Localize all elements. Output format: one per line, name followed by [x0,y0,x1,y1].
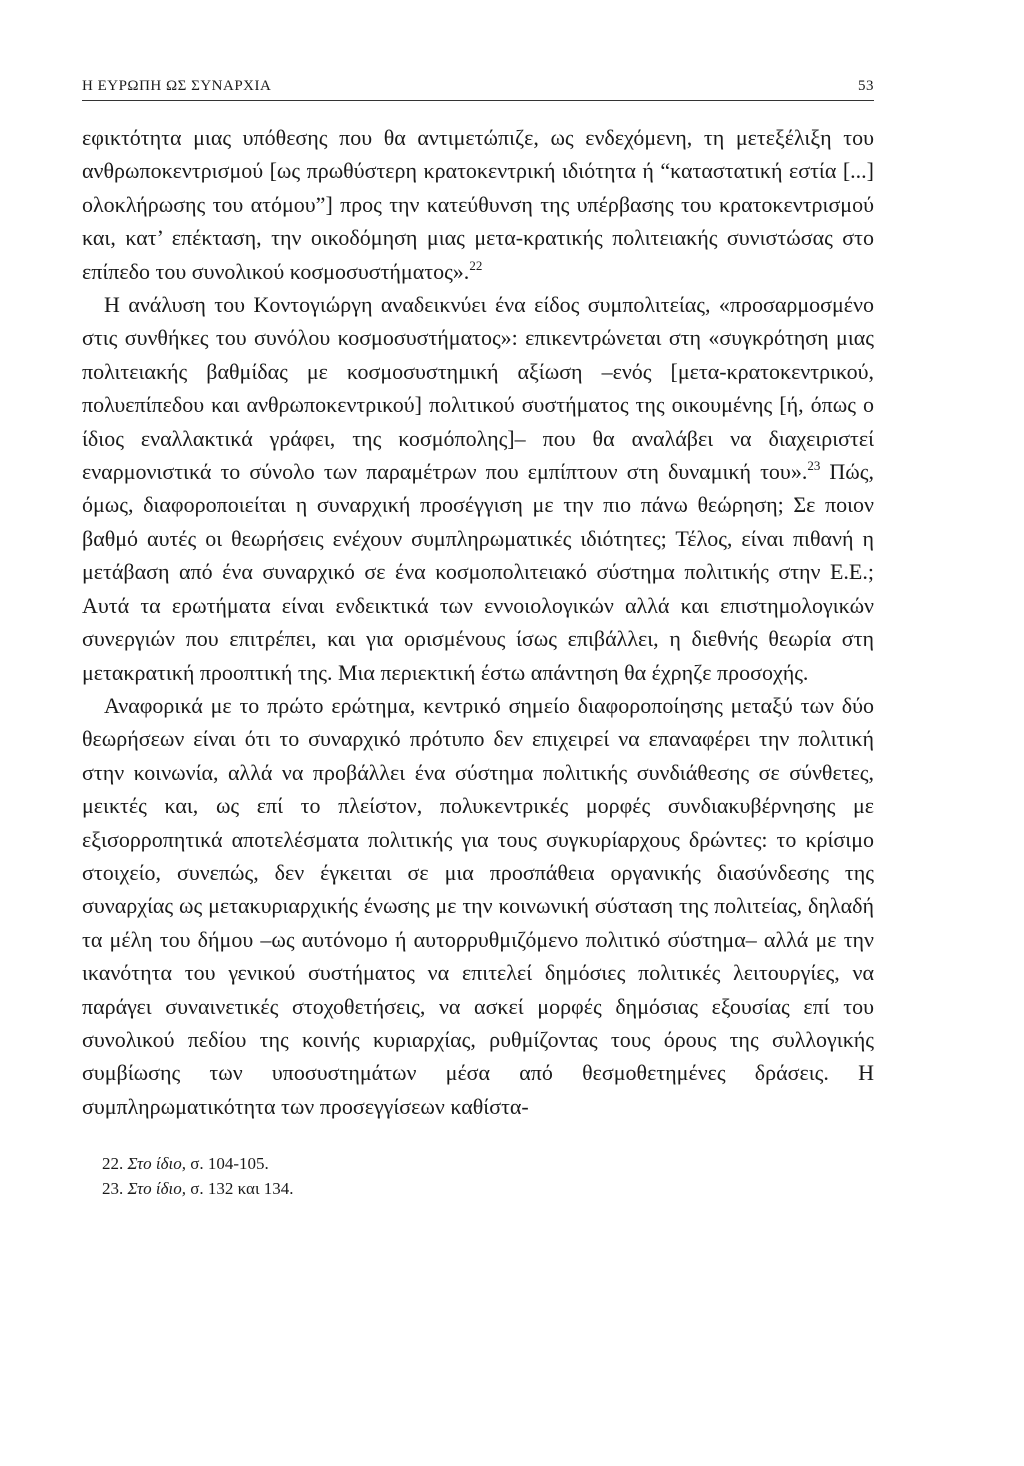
body-text [82,121,874,1123]
footnote-23 [102,1176,874,1201]
footnote-source: Στο ίδιο, [127,1154,186,1174]
paragraph-continued [82,121,874,288]
footnote-number: 23. [102,1179,124,1199]
footnote-22 [102,1151,874,1176]
footnote-pages: σ. 104-105. [185,1154,269,1174]
footnote-pages: σ. 132 και 134. [185,1179,294,1199]
footnote-source: Στο ίδιο, [127,1179,186,1199]
paragraph-text: εφικτότητα μιας υπόθεσης που θα αντιμετώπιζε, ως ενδεχόμενη, τη μετεξέλιξη του ανθρωποκεντρισμού [ως πρωθύστερη κρατοκεντρική ιδιότητα ή “καταστατική εστία [...] ολοκλήρωσης του ατόμου”] προς την κατεύθυνση της υπέρβασης του κρατοκεντρισμού και, κατ’ επέκταση, την οικοδόμηση μιας μετα-κρατικής πολιτειακής συνιστώσας στο επίπεδο του συνολικού κοσμοσυστήματος». [82,125,874,284]
book-page [82,78,874,1201]
paragraph-text: Αναφορικά με το πρώτο ερώτημα, κεντρικό σημείο διαφοροποίησης μεταξύ των δύο θεωρήσεων είναι ότι το συναρχικό πρότυπο δεν επιχειρεί να επαναφέρει την πολιτική στην κοινωνία, αλλά να προβάλλει ένα σύστημα πολιτικής συνδιάθεσης σε σύνθετες, μεικτές και, ως επί το πλείστον, πολυκεντρικές μορφές συνδιακυβέρνησης με εξισορροπητικά αποτελέσματα πολιτικής για τους συγκυρίαρχους δρώντες: το κρίσιμο στοιχείο, συνεπώς, δεν έγκειται σε μια προσπάθεια οργανικής διασύνδεσης της συναρχίας ως μετακυριαρχικής ένωσης με την κοινωνική σύσταση της πολιτείας, δηλαδή τα μέλη του δήμου –ως αυτόνομο ή αυτορρυθμιζόμενο πολιτικό σύστημα– αλλά με την ικανότητα του γενικού συστήματος να επιτελεί δημόσιες πολιτικές λειτουργίες, να παράγει συναινετικές στοχοθετήσεις, να ασκεί μορφές δημόσιας εξουσίας επί του συνολικού πεδίου της κοινής κυριαρχίας, ρυθμίζοντας τους όρους της συλλογικής συμβίωσης των υποσυστημάτων μέσα από θεσμοθετημένες δράσεις. Η συμπληρωματικότητα των προσεγγίσεων καθίστα- [82,692,874,1119]
page-number: 53 [858,78,874,94]
footnote-ref-23: 23 [807,458,821,474]
footnote-number: 22. [102,1154,124,1174]
running-header [82,78,874,101]
footnote-ref-22: 22 [469,257,483,273]
footnotes [82,1151,874,1201]
paragraph-first-question [82,689,874,1123]
running-title: Η ΕΥΡΩΠΗ ΩΣ ΣΥΝΑΡΧΙΑ [82,78,272,94]
paragraph-analysis [82,288,874,689]
paragraph-text: Η ανάλυση του Κοντογιώργη αναδεικνύει ένα είδος συμπολιτείας, «προσαρμοσμένο στις συνθήκες του συνόλου κοσμοσυστήματος»: επικεντρώνεται στη «συγκρότηση μιας πολιτειακής βαθμίδας με κοσμοσυστημική αξίωση –ενός [μετα-κρατοκεντρικού, πολυεπίπεδου και ανθρωποκεντρικού] πολιτικού συστήματος της οικουμένης [ή, όπως ο ίδιος εναλλακτικά γράφει, της κοσμόπολης]– που θα αναλάβει να διαχειριστεί εναρμονιστικά το σύνολο των παραμέτρων που εμπίπτουν στη δυναμική του». [82,292,874,485]
paragraph-text: Πώς, όμως, διαφοροποιείται η συναρχική προσέγγιση με την πιο πάνω θεώρηση; Σε ποιον βαθμό αυτές οι θεωρήσεις ενέχουν συμπληρωματικές ιδιότητες; Τέλος, είναι πιθανή η μετάβαση από ένα συναρχικό σε ένα κοσμοπολιτειακό σύστημα πολιτικής στην Ε.Ε.; Αυτά τα ερωτήματα είναι ενδεικτικά των εννοιολογικών αλλά και επιστημολογικών συνεργιών που επιτρέπει, και για ορισμένους ίσως επιβάλλει, η διεθνής θεωρία στη μετακρατική προοπτική της. Μια περιεκτική έστω απάντηση θα έχρηζε προσοχής. [82,459,874,685]
